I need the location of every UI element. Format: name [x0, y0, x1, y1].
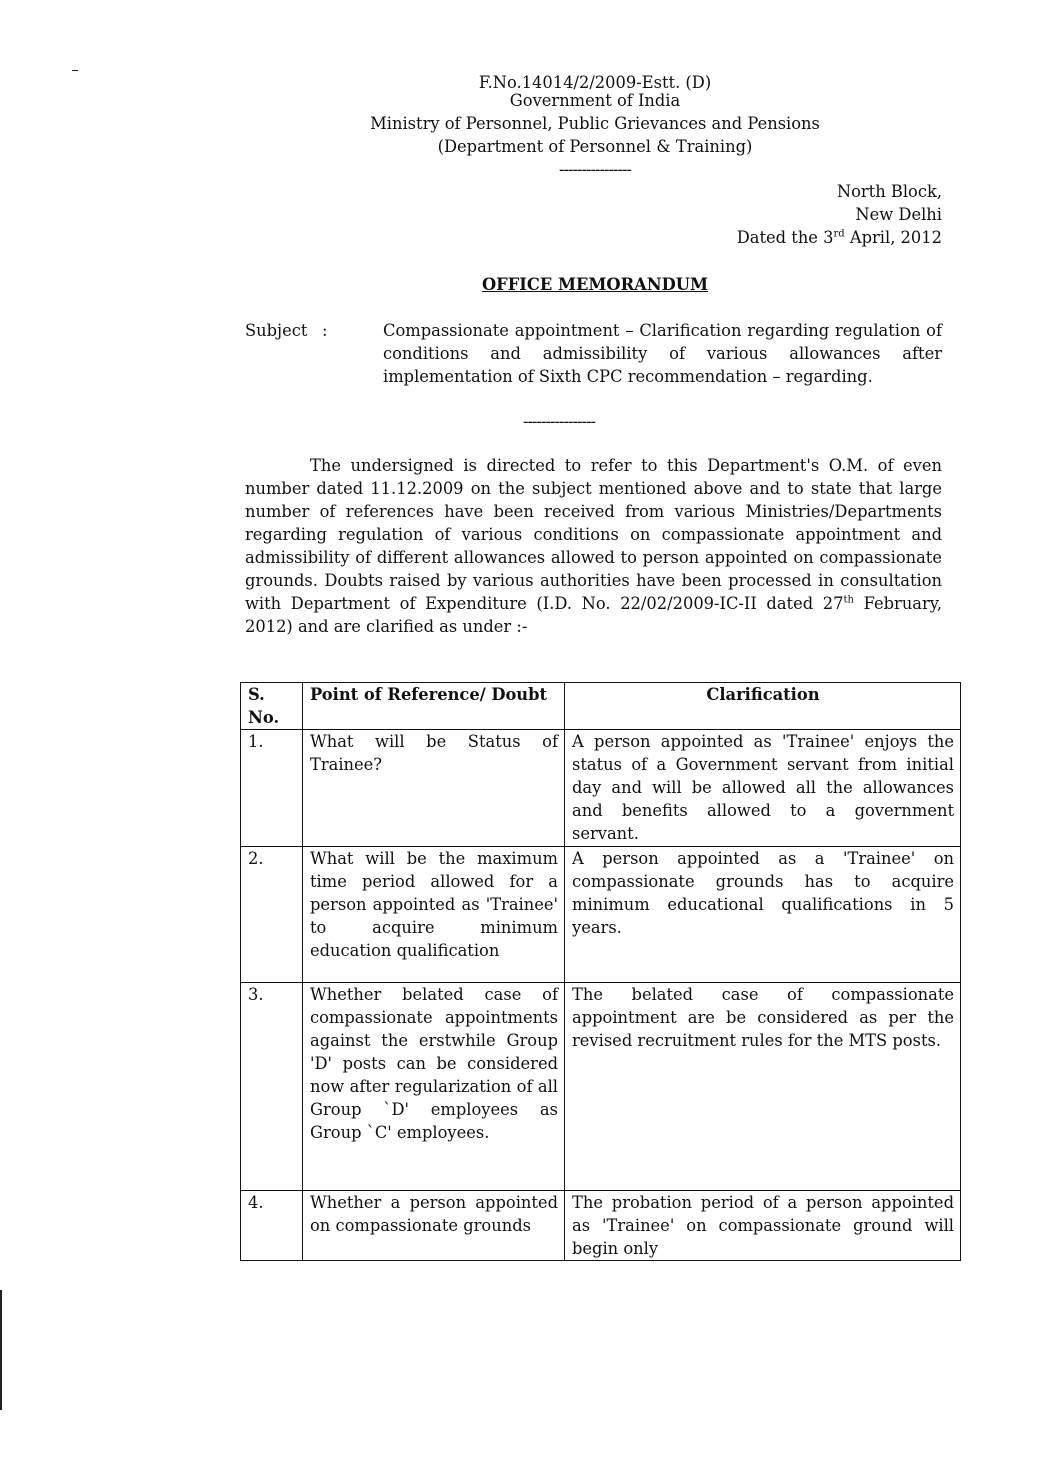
date-line: [600, 226, 942, 249]
table-row: [241, 847, 961, 983]
scan-edge-mark: [0, 1290, 2, 1410]
paragraph-main: The undersigned is directed to refer to this Department's O.M. of even number dated 11.12.2009 on the subject mentioned above and to state that large number of references have been received from various Ministries/Departments regarding regulation of various conditions on compassionate appointment and admissibility of different allowances allowed to person appointed on compassionate grounds. Doubts raised by various authorities have been processed in consultation with Department of Expenditure (I.D. No. 22/02/2009-IC-II dated 27: [245, 456, 942, 613]
scan-speck: [72, 70, 78, 71]
header-separator: ----------------: [558, 160, 632, 179]
table-header-row: [241, 683, 961, 730]
address-line1: North Block,: [836, 182, 942, 201]
row-sno: 1.: [241, 730, 303, 847]
file-number: F.No.14014/2/2009-Estt. (D): [478, 73, 712, 92]
memo-title: OFFICE MEMORANDUM: [482, 275, 708, 294]
table-row: [241, 1191, 961, 1261]
row-doubt: What will be the maximum time period allowed for a person appointed as 'Trainee' to acquire minimum education qualification: [303, 847, 565, 983]
row-doubt: What will be Status of Trainee?: [303, 730, 565, 847]
row-sno: 2.: [241, 847, 303, 983]
row-clarification: The belated case of compassionate appointment are be considered as per the revised recruitment rules for the MTS posts.: [565, 983, 961, 1191]
row-doubt: Whether a person appointed on compassionate grounds: [303, 1191, 565, 1261]
row-clarification: A person appointed as a 'Trainee' on compassionate grounds has to acquire minimum educational qualifications in 5 years.: [565, 847, 961, 983]
row-sno: 3.: [241, 983, 303, 1191]
table-row: [241, 983, 961, 1191]
government-name: Government of India: [509, 91, 681, 110]
department-name: (Department of Personnel & Training): [437, 137, 753, 156]
address-line2: New Delhi: [855, 205, 942, 224]
row-clarification: A person appointed as 'Trainee' enjoys the status of a Government servant from initial day and will be allowed all the allowances and benefits allowed to a government servant.: [565, 730, 961, 847]
ministry-name: Ministry of Personnel, Public Grievances and Pensions: [370, 114, 820, 133]
subject-text: Compassionate appointment – Clarification regarding regulation of conditions and admissibility of various allowances after implementation of Sixth CPC recommendation – regarding.: [383, 321, 942, 386]
row-clarification: The probation period of a person appointed as 'Trainee' on compassionate ground will begin only: [565, 1191, 961, 1261]
clarification-table: [240, 682, 961, 1261]
row-sno: 4.: [241, 1191, 303, 1261]
header-doubt: Point of Reference/ Doubt: [303, 683, 565, 730]
subject-colon: :: [322, 321, 328, 340]
paragraph-end: February, 2012) and are clarified as under :-: [245, 594, 943, 636]
header-clarification: Clarification: [565, 683, 961, 730]
row-doubt: Whether belated case of compassionate appointments against the erstwhile Group 'D' posts can be considered now after regularization of all Group `D' employees as Group `C' employees.: [303, 983, 565, 1191]
date-prefix: Dated the 3: [736, 228, 834, 247]
subject-label: Subject: [245, 321, 308, 340]
header-sno: S. No.: [241, 683, 303, 730]
subject-separator: ----------------: [523, 412, 596, 431]
date-sup: rd: [833, 228, 845, 240]
paragraph-sup: th: [843, 594, 854, 606]
body-paragraph: [245, 454, 942, 638]
date-suffix: April, 2012: [844, 228, 942, 247]
table-row: [241, 730, 961, 847]
